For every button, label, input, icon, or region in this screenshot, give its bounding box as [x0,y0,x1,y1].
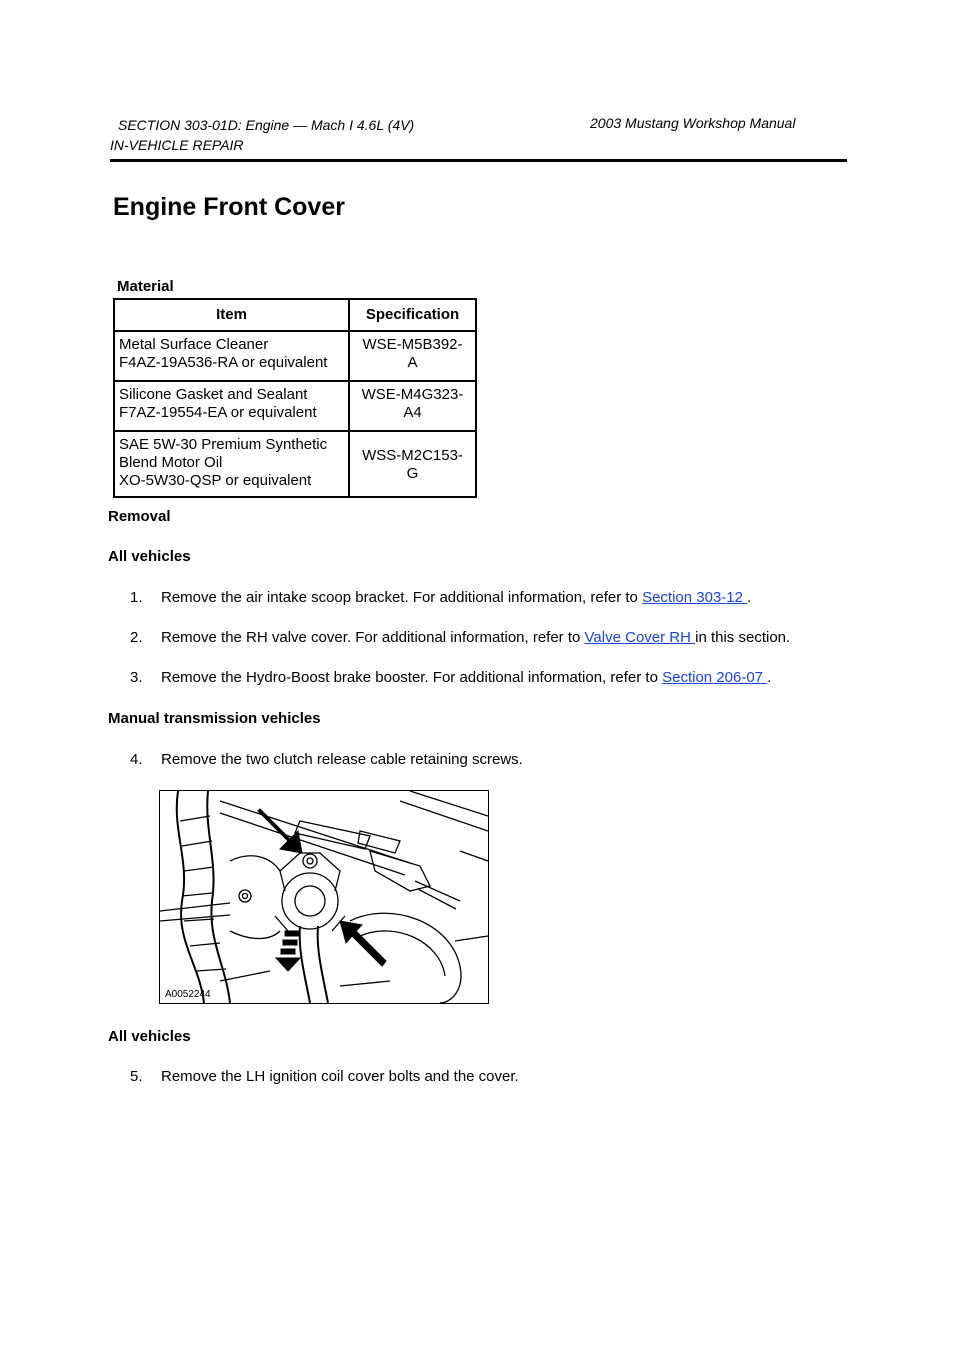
step-3 [130,669,771,686]
table-row [114,331,476,381]
manual-transmission-heading: Manual transmission vehicles [108,710,321,727]
column-header-specification: Specification [349,299,476,331]
material-spec: WSE-M5B392- A [349,331,476,381]
step-number: 3. [130,669,143,686]
header-divider [110,159,847,162]
material-spec: WSE-M4G323- A4 [349,381,476,431]
engine-line-drawing [160,791,488,1003]
step-text: Remove the two clutch release cable retaining screws. [161,751,523,768]
valve-cover-rh-link[interactable]: Valve Cover RH [584,629,696,646]
step-text-after: . [767,669,772,686]
section-206-07-link[interactable]: Section 206-07 [662,669,768,686]
table-row [114,431,476,497]
manual-title: 2003 Mustang Workshop Manual [590,115,796,131]
column-header-item: Item [114,299,349,331]
material-table [113,298,477,498]
material-spec: WSS-M2C153- G [349,431,476,497]
removal-heading: Removal [108,508,171,525]
subsection-title: IN-VEHICLE REPAIR [110,137,244,153]
step-number: 5. [130,1068,143,1085]
step-text: Remove the RH valve cover. For additional information, refer to [161,629,585,646]
all-vehicles-heading-2: All vehicles [108,1028,191,1045]
material-caption: Material [117,278,174,295]
step-text-after: in this section. [695,629,791,646]
section-303-12-link[interactable]: Section 303-12 [642,589,748,606]
step-number: 4. [130,751,143,768]
material-item: Metal Surface Cleaner F4AZ-19A536-RA or equivalent [114,331,349,381]
section-title: SECTION 303-01D: Engine — Mach I 4.6L (4V) [118,117,415,133]
step-text: Remove the air intake scoop bracket. For additional information, refer to [161,589,643,606]
figure-label: A0052244 [165,989,211,1000]
step-1 [130,589,751,606]
page-title: Engine Front Cover [113,193,345,221]
all-vehicles-heading: All vehicles [108,548,191,565]
step-number: 2. [130,629,143,646]
step-number: 1. [130,589,143,606]
page-header [110,115,414,155]
clutch-cable-illustration [159,790,489,1004]
step-4 [130,751,523,768]
step-text: Remove the Hydro-Boost brake booster. For additional information, refer to [161,669,663,686]
table-row [114,381,476,431]
step-2 [130,629,790,646]
material-item: Silicone Gasket and Sealant F7AZ-19554-EA or equivalent [114,381,349,431]
table-header-row [114,299,476,331]
material-item: SAE 5W-30 Premium Synthetic Blend Motor Oil XO-5W30-QSP or equivalent [114,431,349,497]
step-text-after: . [747,589,752,606]
step-5 [130,1068,519,1085]
step-text: Remove the LH ignition coil cover bolts and the cover. [161,1068,519,1085]
